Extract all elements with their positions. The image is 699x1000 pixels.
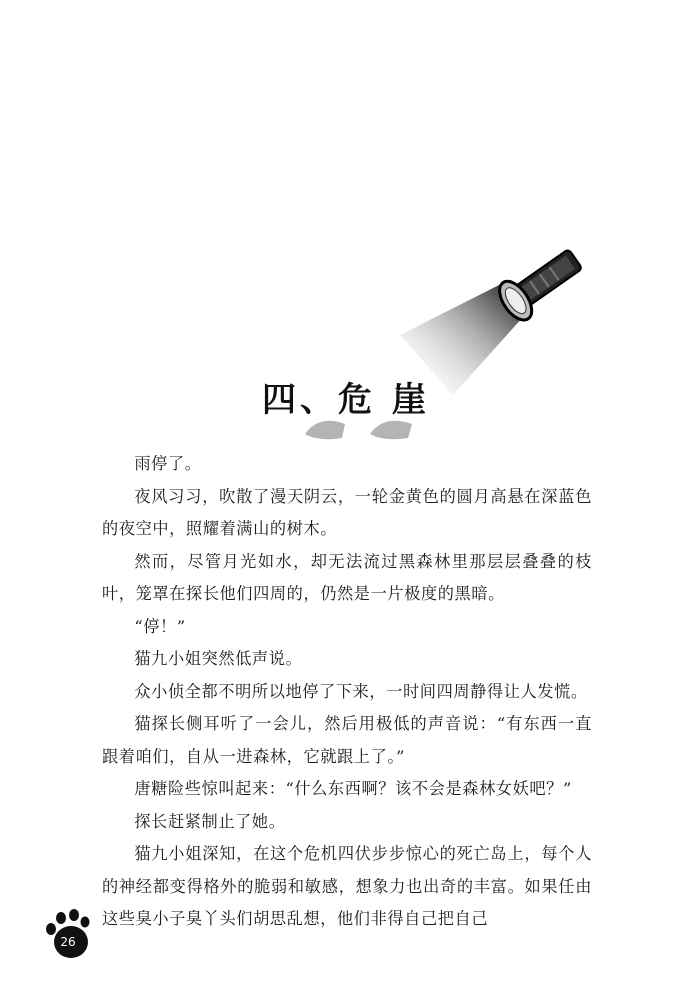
title-shadow-decoration	[300, 412, 420, 442]
paragraph: 众小侦全都不明所以地停了下来，一时间四周静得让人发慌。	[134, 681, 588, 701]
paragraph: 唐糖险些惊叫起来：“什么东西啊？该不会是森林女妖吧？”	[134, 779, 572, 798]
chapter-title: 四、危 崖	[262, 380, 430, 420]
paragraph: 猫探长侧耳听了一会儿，然后用极低的声音说：“有东西一直跟着咱们，自从一进森林，它就跟上了。”	[102, 714, 592, 766]
paragraph: 夜风习习，吹散了漫天阴云，一轮金黄色的圆月高悬在深蓝色的夜空中，照耀着满山的树木。	[102, 486, 592, 538]
paragraph: 探长赶紧制止了她。	[134, 811, 286, 831]
paragraph: 猫九小姐突然低声说。	[134, 649, 303, 668]
paragraph: “停！”	[134, 616, 186, 636]
paragraph: 然而，尽管月光如水，却无法流过黑森林里那层层叠叠的枝叶，笼罩在探长他们四周的，仍然是一片极度的黑暗。	[102, 551, 592, 603]
paragraph: 雨停了。	[134, 454, 202, 473]
page-number: 26	[60, 935, 76, 949]
body-text	[102, 448, 592, 936]
paragraph: 猫九小姐深知，在这个危机四伏步步惊心的死亡岛上，每个人的神经都变得格外的脆弱和敏感，想象力也出奇的丰富。如果任由这些臭小子臭丫头们胡思乱想，他们非得自己把自己	[102, 844, 592, 928]
